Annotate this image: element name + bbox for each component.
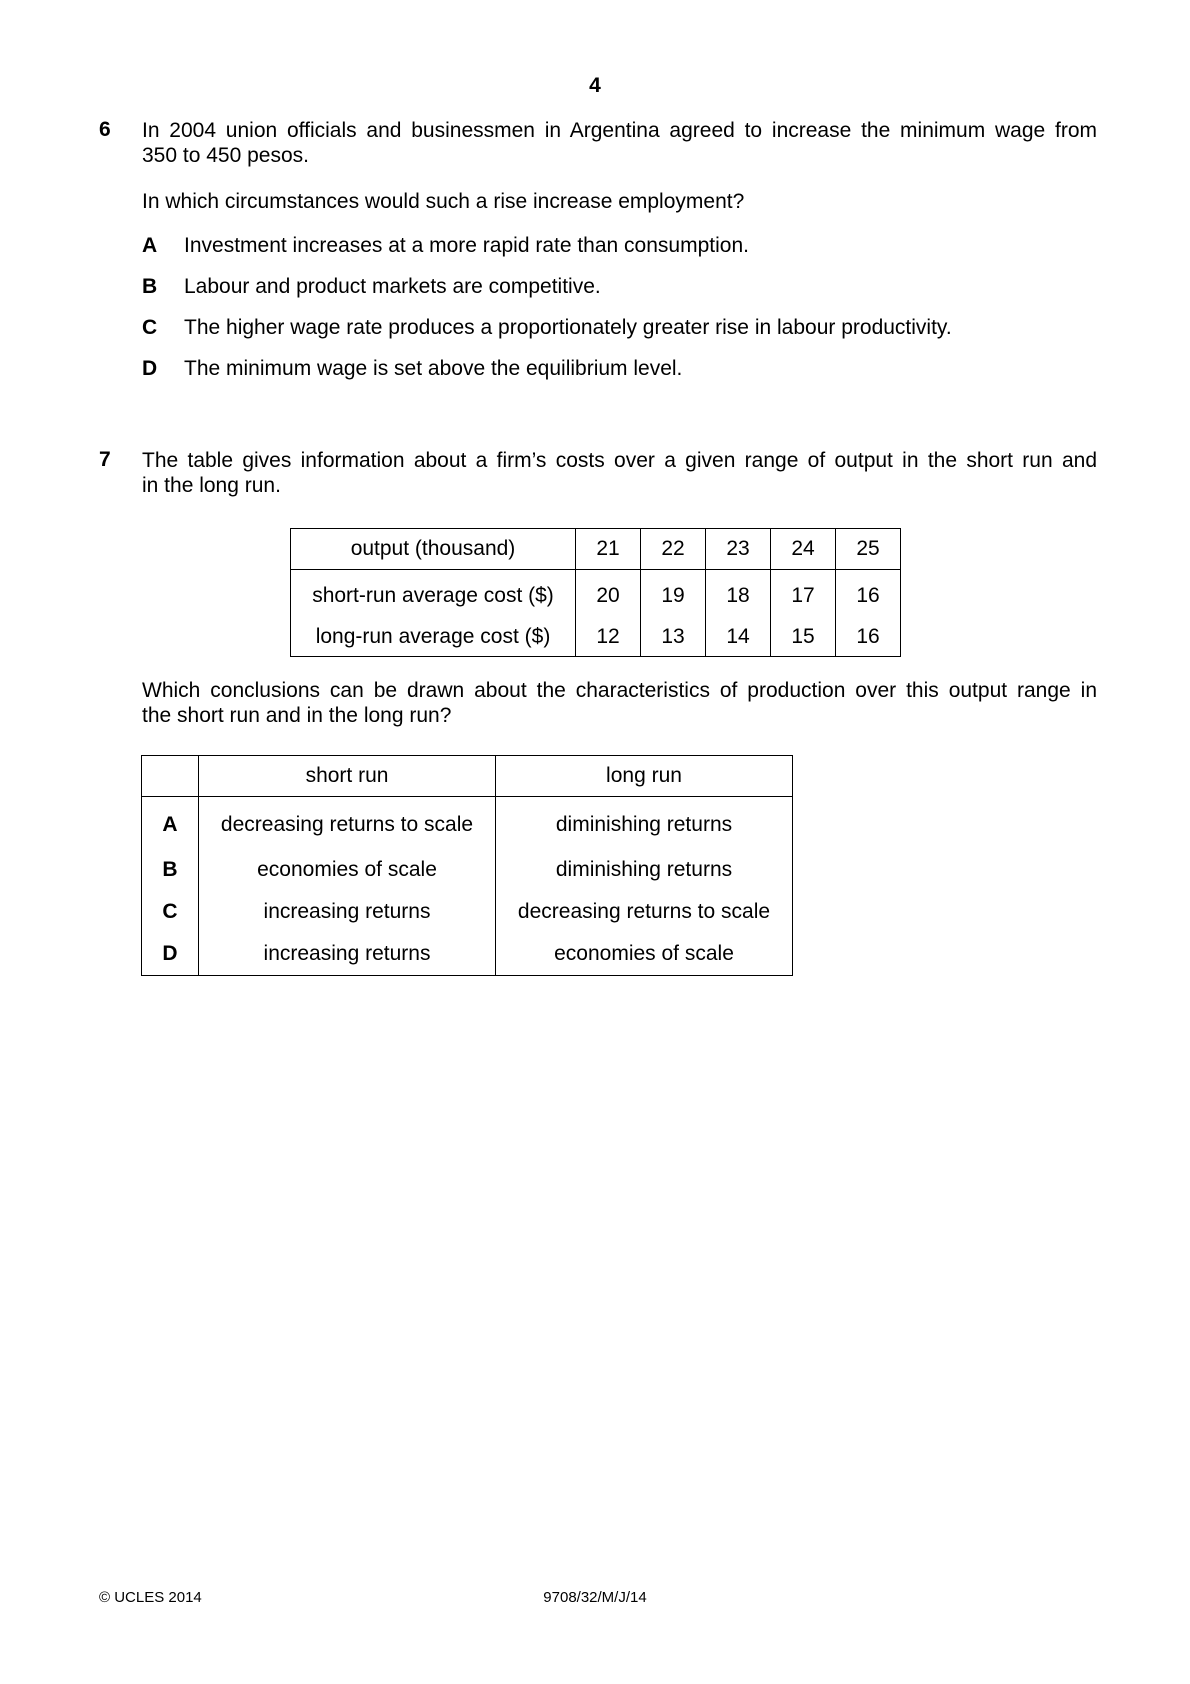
cost-table-header-row (291, 529, 901, 570)
answer-short-run: increasing returns (199, 933, 496, 976)
cost-table-cell: 15 (771, 618, 836, 657)
footer-copyright: © UCLES 2014 (99, 1589, 202, 1606)
page-number: 4 (589, 74, 601, 97)
answer-short-run: decreasing returns to scale (199, 797, 496, 850)
cost-table-row-label: long-run average cost ($) (291, 618, 576, 657)
cost-table-row-label: short-run average cost ($) (291, 570, 576, 619)
answer-letter: D (142, 933, 199, 976)
question-7-question (142, 678, 1097, 728)
question-6-number: 6 (99, 118, 111, 141)
cost-table-cell: 13 (641, 618, 706, 657)
answer-table-header-long-run: long run (496, 756, 793, 797)
answer-long-run: diminishing returns (496, 849, 793, 891)
cost-table-output: 21 (576, 529, 641, 570)
answer-short-run: increasing returns (199, 891, 496, 933)
answer-row-c[interactable] (142, 891, 793, 933)
cost-table-cell: 19 (641, 570, 706, 619)
option-letter: D (142, 357, 158, 380)
question-7-stem-line1: The table gives information about a firm’s costs over a given range of output in the short run and (142, 449, 1097, 472)
answer-letter: C (142, 891, 199, 933)
answer-letter: B (142, 849, 199, 891)
cost-table-output: 25 (836, 529, 901, 570)
cost-table-output: 24 (771, 529, 836, 570)
cost-table-output: 22 (641, 529, 706, 570)
answer-short-run: economies of scale (199, 849, 496, 891)
cost-table-cell: 17 (771, 570, 836, 619)
question-7-number: 7 (99, 448, 111, 471)
question-6-stem-line1: In 2004 union officials and businessmen in Argentina agreed to increase the minimum wage from (142, 119, 1097, 142)
answer-row-d[interactable] (142, 933, 793, 976)
answer-row-a[interactable] (142, 797, 793, 850)
answer-long-run: diminishing returns (496, 797, 793, 850)
answer-table (141, 755, 793, 976)
answer-table-corner (142, 756, 199, 797)
question-7-stem-line2: in the long run. (142, 474, 281, 497)
cost-table-output: 23 (706, 529, 771, 570)
option-text: Investment increases at a more rapid rate than consumption. (184, 234, 749, 257)
answer-letter: A (142, 797, 199, 850)
answer-table-header-row (142, 756, 793, 797)
cost-table-cell: 18 (706, 570, 771, 619)
question-6-option-b[interactable] (142, 274, 601, 299)
cost-table-cell: 12 (576, 618, 641, 657)
option-text: The higher wage rate produces a proportionately greater rise in labour productivity. (184, 316, 952, 339)
cost-table (290, 528, 901, 657)
answer-row-b[interactable] (142, 849, 793, 891)
answer-table-header-short-run: short run (199, 756, 496, 797)
cost-table-cell: 20 (576, 570, 641, 619)
option-letter: C (142, 316, 158, 339)
answer-long-run: economies of scale (496, 933, 793, 976)
question-6-option-d[interactable] (142, 356, 682, 381)
cost-table-row-long-run (291, 618, 901, 657)
cost-table-cell: 16 (836, 618, 901, 657)
question-7-question-line2: the short run and in the long run? (142, 704, 452, 727)
footer-paper-code: 9708/32/M/J/14 (543, 1589, 647, 1606)
option-text: Labour and product markets are competitive. (184, 275, 601, 298)
cost-table-cell: 14 (706, 618, 771, 657)
cost-table-row-short-run (291, 570, 901, 619)
question-7-stem (142, 448, 1097, 498)
question-7-question-line1: Which conclusions can be drawn about the characteristics of production over this output range in (142, 679, 1097, 702)
answer-long-run: decreasing returns to scale (496, 891, 793, 933)
question-6-option-c[interactable] (142, 315, 952, 340)
question-6-stem (142, 118, 1097, 168)
cost-table-cell: 16 (836, 570, 901, 619)
question-6-stem-line2: 350 to 450 pesos. (142, 144, 309, 167)
option-letter: A (142, 234, 158, 257)
option-text: The minimum wage is set above the equilibrium level. (184, 357, 683, 380)
cost-table-header-label: output (thousand) (291, 529, 576, 570)
option-letter: B (142, 275, 158, 298)
question-6-question: In which circumstances would such a rise increase employment? (142, 190, 745, 213)
question-6-option-a[interactable] (142, 233, 749, 258)
